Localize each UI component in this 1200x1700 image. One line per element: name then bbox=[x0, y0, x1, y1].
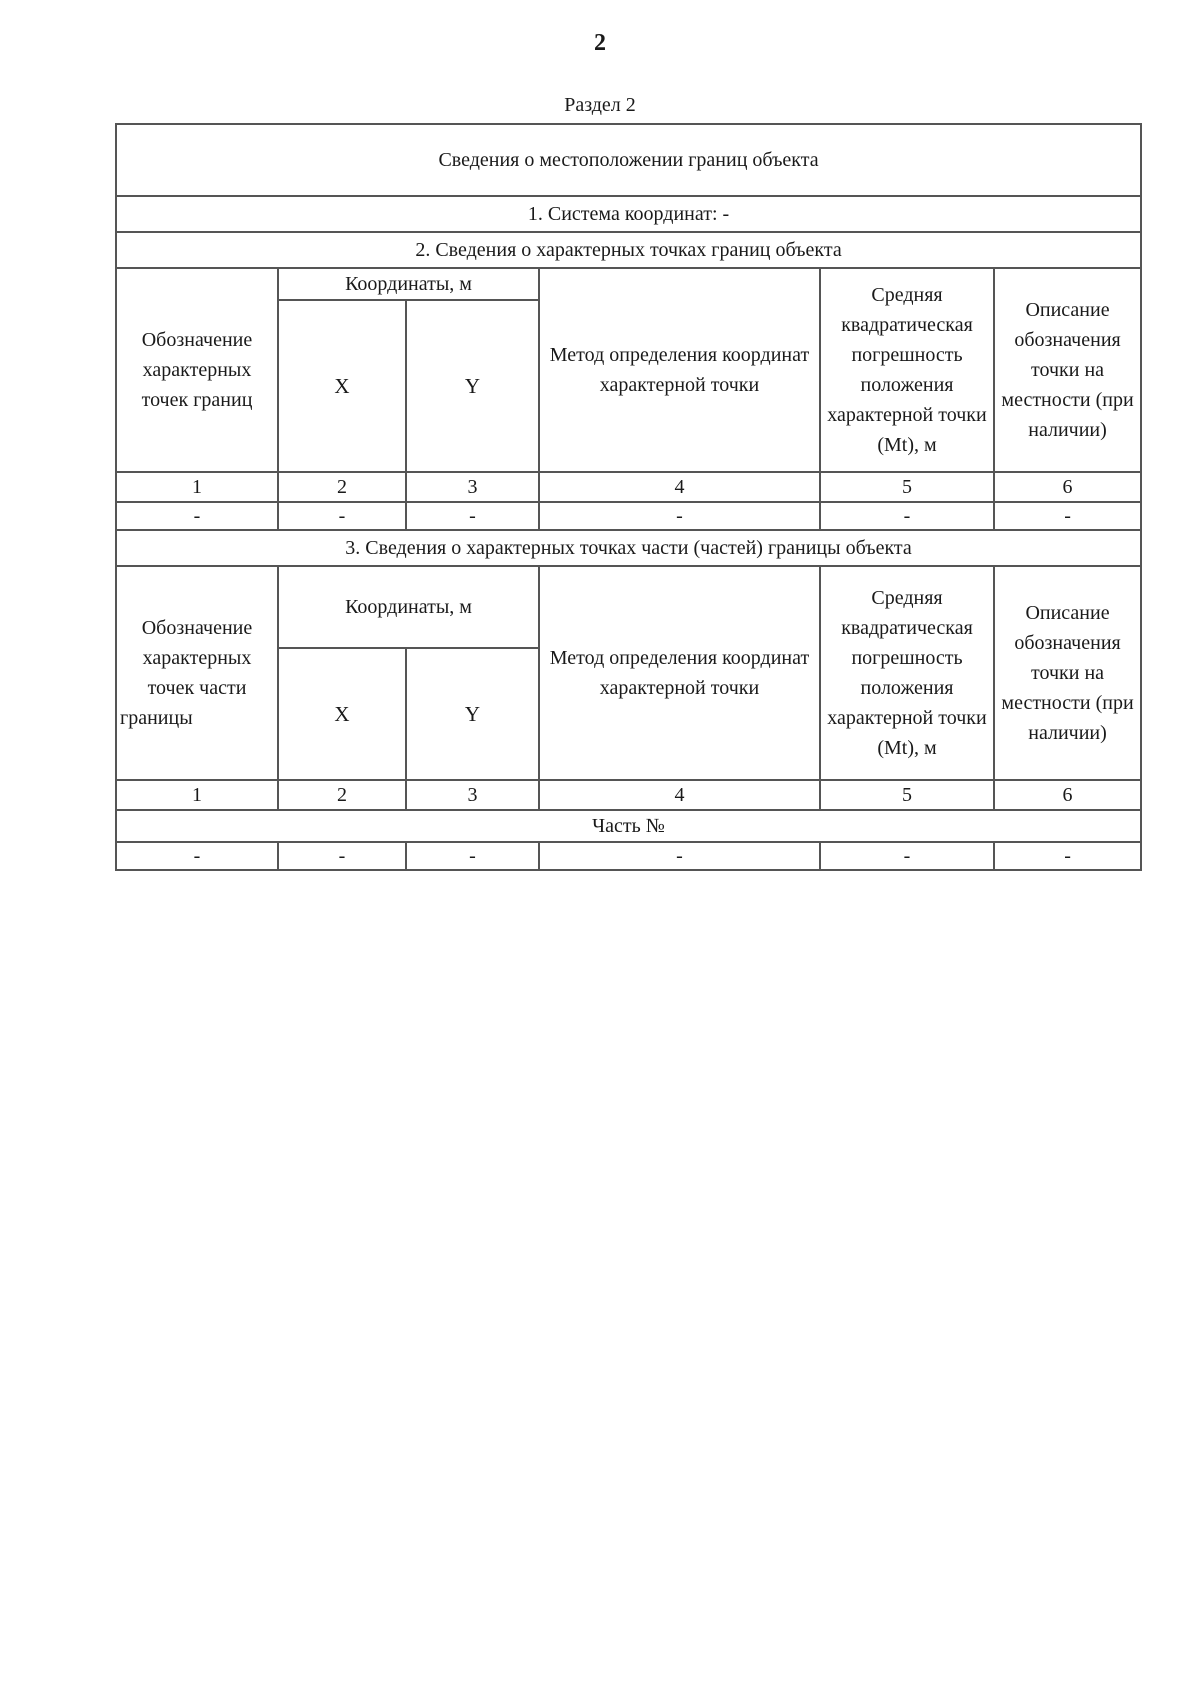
table-cell: - bbox=[116, 502, 278, 530]
section2-heading: 2. Сведения о характерных точках границ объекта bbox=[116, 232, 1141, 268]
table-cell: - bbox=[539, 502, 820, 530]
section3-col-x: X bbox=[278, 648, 406, 780]
section2-number-row bbox=[116, 472, 1141, 502]
section2-col-description: Описание обозначения точки на местности (при наличии) bbox=[994, 268, 1141, 472]
section2-header-row bbox=[116, 268, 1141, 300]
section-label: Раздел 2 bbox=[564, 94, 636, 116]
section3-col-designation: Обозначение характерных точек части границы bbox=[116, 566, 278, 780]
section2-number: 3 bbox=[406, 472, 539, 502]
coord-system: 1. Система координат: - bbox=[116, 196, 1141, 232]
section2-col-x: X bbox=[278, 300, 406, 472]
section2-number: 4 bbox=[539, 472, 820, 502]
section3-header-row bbox=[116, 566, 1141, 648]
section2-col-error: Средняя квадратическая погрешность положения характерной точки (Mt), м bbox=[820, 268, 994, 472]
section3-col-method: Метод определения координат характерной точки bbox=[539, 566, 820, 780]
table-cell: - bbox=[406, 502, 539, 530]
boundary-table bbox=[115, 123, 1142, 871]
part-row bbox=[116, 810, 1141, 842]
section2-number: 2 bbox=[278, 472, 406, 502]
table-cell: - bbox=[539, 842, 820, 870]
table-row bbox=[116, 502, 1141, 530]
section3-number: 4 bbox=[539, 780, 820, 810]
table-cell: - bbox=[994, 842, 1141, 870]
table-cell: - bbox=[406, 842, 539, 870]
table-cell: - bbox=[116, 842, 278, 870]
section3-col-error: Средняя квадратическая погрешность положения характерной точки (Mt), м bbox=[820, 566, 994, 780]
table-cell: - bbox=[820, 842, 994, 870]
section2-col-coords: Координаты, м bbox=[278, 268, 539, 300]
part-label: Часть № bbox=[116, 810, 1141, 842]
section2-col-method: Метод определения координат характерной точки bbox=[539, 268, 820, 472]
section3-number: 5 bbox=[820, 780, 994, 810]
section3-col-coords: Координаты, м bbox=[278, 566, 539, 648]
section3-heading: 3. Сведения о характерных точках части (частей) границы объекта bbox=[116, 530, 1141, 566]
section3-number: 1 bbox=[116, 780, 278, 810]
table-row bbox=[116, 842, 1141, 870]
table-title-row bbox=[116, 124, 1141, 196]
section3-heading-row bbox=[116, 530, 1141, 566]
section2-number: 1 bbox=[116, 472, 278, 502]
table-cell: - bbox=[278, 502, 406, 530]
section2-col-designation: Обозначение характерных точек границ bbox=[116, 268, 278, 472]
section2-heading-row bbox=[116, 232, 1141, 268]
section3-number-row bbox=[116, 780, 1141, 810]
table-cell: - bbox=[820, 502, 994, 530]
section3-number: 2 bbox=[278, 780, 406, 810]
table-cell: - bbox=[994, 502, 1141, 530]
table-cell: - bbox=[278, 842, 406, 870]
section3-col-y: Y bbox=[406, 648, 539, 780]
section2-number: 5 bbox=[820, 472, 994, 502]
section2-col-y: Y bbox=[406, 300, 539, 472]
table-title: Сведения о местоположении границ объекта bbox=[116, 124, 1141, 196]
coord-system-row bbox=[116, 196, 1141, 232]
section3-col-description: Описание обозначения точки на местности (при наличии) bbox=[994, 566, 1141, 780]
section3-number: 6 bbox=[994, 780, 1141, 810]
section3-number: 3 bbox=[406, 780, 539, 810]
section2-number: 6 bbox=[994, 472, 1141, 502]
page-number: 2 bbox=[594, 30, 606, 56]
